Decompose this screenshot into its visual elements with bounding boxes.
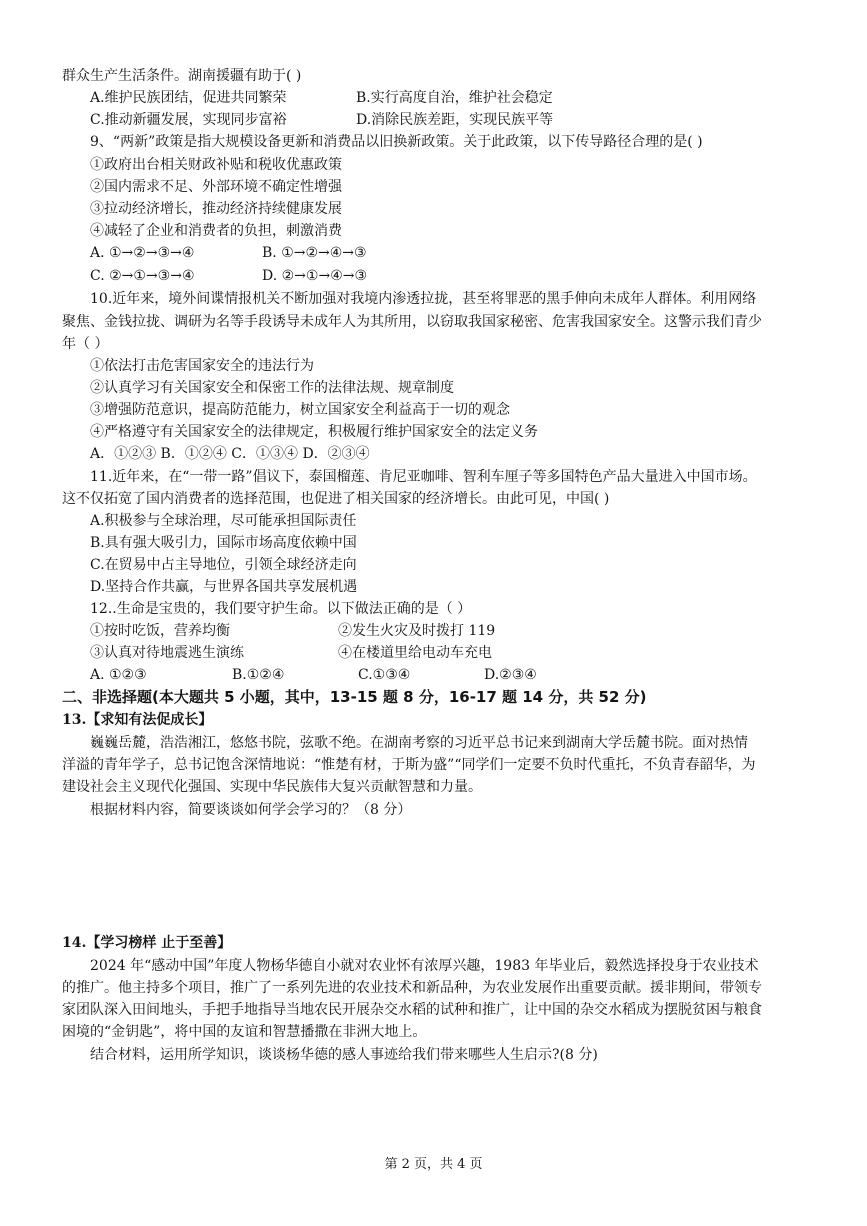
q9-item: ③拉动经济增长，推动经济持续健康发展 (90, 201, 342, 217)
q12-item: ③认真对待地震逃生演练 (90, 645, 244, 661)
q9-stem: 9、“两新”政策是指大规模设备更新和消费品以旧换新政策。关于此政策，以下传导路径合理的是( ) (90, 134, 703, 150)
q12-item: ④在楼道里给电动车充电 (338, 645, 492, 661)
q10-options: A．①②③ B．①②④ C．①③④ D．②③④ (90, 446, 370, 462)
q9-option-c: C. ②→①→③→④ (90, 268, 195, 284)
q10-item: ④严格遵守有关国家安全的法律规定，积极履行维护国家安全的法定义务 (90, 424, 538, 440)
q13-material-line: 建设社会主义现代化强国、实现中华民族伟大复兴贡献智慧和力量。 (62, 779, 482, 795)
q9-option-b: B. ①→②→④→③ (262, 245, 367, 261)
q12-option-a: A. ①②③ (90, 667, 147, 683)
q10-item: ①依法打击危害国家安全的违法行为 (90, 358, 314, 374)
q11-stem-line: 这不仅拓宽了国内消费者的选择范围，也促进了相关国家的经济增长。由此可见，中国( ) (62, 491, 610, 507)
q12-stem: 12..生命是宝贵的，我们要守护生命。以下做法正确的是（ ） (90, 601, 472, 617)
q12-item: ①按时吃饭，营养均衡 (90, 623, 230, 639)
q14-question: 结合材料，运用所学知识，谈谈杨华德的感人事迹给我们带来哪些人生启示?(8 分) (90, 1047, 598, 1063)
q10-stem-line: 聚焦、金钱拉拢、调研为名等手段诱导未成年人为其所用，以窃取我国家秘密、危害我国家安全。这警示我们青少 (62, 314, 762, 330)
q10-item: ③增强防范意识，提高防范能力，树立国家安全利益高于一切的观念 (90, 402, 510, 418)
q11-stem-line: 11.近年来，在“一带一路”倡议下，泰国榴莲、肯尼亚咖啡、智利车厘子等多国特色产品大量进入中国市场。 (90, 469, 757, 485)
q14-material-line: 家团队深入田间地头，手把手地指导当地农民开展杂交水稻的试种和推广，让中国的杂交水稻成为摆脱贫困与粮食 (62, 1002, 762, 1018)
q11-option: B.具有强大吸引力，国际市场高度依赖中国 (90, 535, 357, 551)
q9-option-a: A. ①→②→③→④ (90, 245, 195, 261)
q9-item: ①政府出台相关财政补贴和税收优惠政策 (90, 157, 342, 173)
q11-option: D.坚持合作共赢，与世界各国共享发展机遇 (90, 579, 358, 595)
q14-material-line: 2024 年“感动中国”年度人物杨华德自小就对农业怀有浓厚兴趣，1983 年毕业后，毅然选择投身于农业技术 (90, 958, 759, 974)
q10-stem-line: 10.近年来，境外间谍情报机关不断加强对我境内渗透拉拢，甚至将罪恶的黑手伸向未成年人群体。利用网络 (90, 291, 757, 307)
q8-option-d: D.消除民族差距，实现民族平等 (356, 112, 554, 128)
q12-option-c: C.①③④ (358, 667, 411, 683)
q14-title: 14.【学习榜样 止于至善】 (62, 935, 232, 951)
q13-material-line: 巍巍岳麓，浩浩湘江，悠悠书院，弦歌不绝。在湖南考察的习近平总书记来到湖南大学岳麓书院。面对热情 (90, 735, 748, 751)
q8-option-c: C.推动新疆发展，实现同步富裕 (90, 112, 287, 128)
q12-option-d: D.②③④ (484, 667, 537, 683)
q12-item: ②发生火灾及时拨打 119 (338, 623, 496, 639)
q11-option: A.积极参与全球治理，尽可能承担国际责任 (90, 513, 357, 529)
q10-item: ②认真学习有关国家安全和保密工作的法律法规、规章制度 (90, 380, 454, 396)
q10-stem-line: 年（ ） (62, 336, 109, 352)
q8-option-a: A.维护民族团结，促进共同繁荣 (90, 90, 287, 106)
q9-item: ④减轻了企业和消费者的负担，刺激消费 (90, 223, 342, 239)
q11-option: C.在贸易中占主导地位，引领全球经济走向 (90, 557, 357, 573)
q13-material-line: 洋溢的青年学子，总书记饱含深情地说：“惟楚有材，于斯为盛”“同学们一定要不负时代重托，不负青春韶华，为 (62, 757, 756, 773)
q8-stem-tail: 群众生产生活条件。湖南援疆有助于( ) (62, 68, 302, 84)
section-heading: 二、非选择题(本大题共 5 小题，其中，13-15 题 8 分，16-17 题 14 分，共 52 分) (62, 688, 647, 706)
q9-item: ②国内需求不足、外部环境不确定性增强 (90, 179, 342, 195)
page-number: 第 2 页，共 4 页 (384, 1157, 483, 1172)
q13-question: 根据材料内容，简要谈谈如何学会学习的？（8 分） (90, 802, 412, 818)
q14-material-line: 困境的“金钥匙”，将中国的友谊和智慧播撒在非洲大地上。 (62, 1024, 427, 1040)
q12-option-b: B.①②④ (232, 667, 285, 683)
q9-option-d: D. ②→①→④→③ (262, 268, 368, 284)
q14-material-line: 的推广。他主持多个项目，推广了一系列先进的农业技术和新品种，为农业发展作出重要贡献。援非期间，带领专 (62, 980, 762, 996)
q13-title: 13.【求知有法促成长】 (62, 712, 213, 728)
q8-option-b: B.实行高度自治，维护社会稳定 (356, 90, 553, 106)
